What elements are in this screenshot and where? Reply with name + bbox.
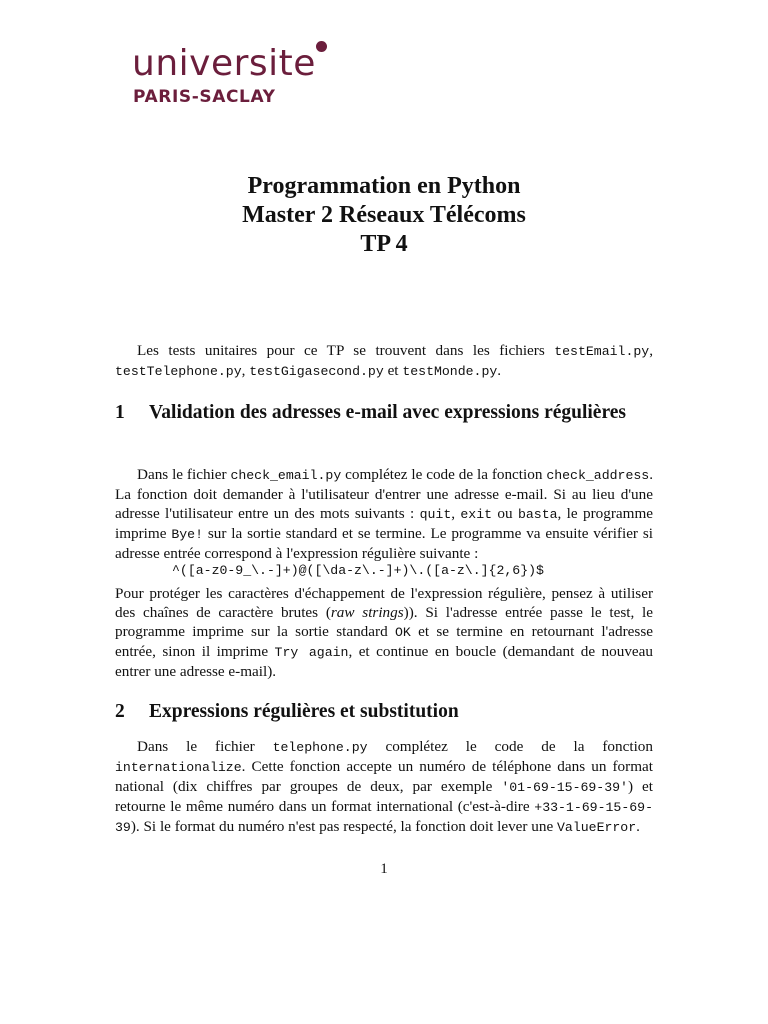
emphasis-text: raw strings — [330, 604, 404, 621]
logo-accent-dot — [316, 41, 327, 52]
regex-expression: ^([a-z0-9_\.-]+)@([\da-z\.-]+)\.([a-z\.]{2,6})$ — [172, 563, 544, 578]
intro-text: et — [383, 362, 403, 379]
logo-subtitle: PARIS-SACLAY — [133, 87, 276, 107]
intro-text: Les tests unitaires pour ce TP se trouvent dans les fichiers — [137, 342, 555, 359]
title-line-2: Master 2 Réseaux Télécoms — [242, 202, 526, 228]
code-text: +33-1-69-15-69-39 — [115, 800, 653, 835]
body-text: Dans le fichier — [137, 738, 273, 755]
page-number: 1 — [380, 861, 388, 877]
section-2-heading — [115, 698, 660, 726]
code-text: exit — [460, 507, 493, 522]
code-text: check_email.py — [230, 468, 342, 483]
body-text: Pour protéger les caractères d'échappement de l'expression régulière, pensez à utiliser des chaînes de caractère brutes ( — [115, 585, 653, 621]
body-text: ) et retourne le même numéro dans un format international (c'est-à-dire — [115, 778, 653, 815]
section-1-heading — [115, 399, 660, 427]
university-logo — [132, 40, 332, 110]
file-name: testGigasecond.py — [249, 364, 384, 379]
body-text: et se termine en retournant l'adresse entrée, sinon il imprime — [115, 623, 653, 660]
code-text: internationalize — [115, 760, 242, 775]
body-text: ou — [492, 505, 518, 522]
body-text: , et continue en boucle (demandant de nouveau entrer une adresse e-mail). — [115, 643, 653, 680]
logo-wordmark: universite — [132, 43, 316, 84]
code-text: ValueError — [557, 820, 637, 835]
intro-text: . — [497, 362, 502, 379]
code-text: basta — [517, 507, 558, 522]
file-name: testTelephone.py — [115, 364, 242, 379]
code-text: Bye! — [171, 527, 203, 542]
section-1-paragraph-2 — [115, 584, 653, 681]
section-2-paragraph-1 — [115, 737, 653, 837]
title-line-3: TP 4 — [360, 231, 408, 257]
body-text: . — [636, 818, 640, 835]
body-text: complétez le code de la fonction — [367, 738, 653, 755]
document-title — [0, 172, 768, 259]
body-text: sur la sortie standard et se termine. Le programme va ensuite vérifier si adresse entrée correspond à l'expression régulière suivante : — [115, 525, 653, 562]
intro-text: , — [241, 362, 250, 379]
title-line-1: Programmation en Python — [247, 173, 521, 199]
code-text: telephone.py — [272, 740, 368, 755]
code-text: check_address — [546, 468, 650, 483]
body-text: , — [451, 505, 461, 522]
code-text: quit — [419, 507, 452, 522]
body-text: )). Si l'adresse entrée passe le test, le programme imprime sur la sortie standard — [115, 604, 654, 640]
file-name: testMonde.py — [402, 364, 498, 379]
body-text: . Cette fonction accepte un numéro de téléphone dans un format national (dix chiffres par groupes de deux, par exemple — [115, 758, 653, 795]
code-text: '01-69-15-69-39' — [501, 780, 628, 795]
intro-text: , — [649, 342, 653, 359]
body-text: , le programme imprime — [115, 505, 654, 542]
code-text: Try again — [274, 645, 349, 660]
section-title: Expressions régulières et substitution — [149, 701, 459, 722]
section-number: 1 — [115, 402, 125, 423]
code-text: OK — [394, 625, 411, 640]
section-title: Validation des adresses e-mail avec expressions régulières — [149, 402, 627, 423]
section-number: 2 — [115, 701, 125, 722]
body-text: ). Si le format du numéro n'est pas respecté, la fonction doit lever une — [130, 818, 557, 835]
section-1-paragraph-1 — [115, 465, 653, 563]
body-text: Dans le fichier — [137, 466, 231, 483]
file-name: testEmail.py — [554, 344, 650, 359]
intro-paragraph — [115, 341, 653, 381]
body-text: . La fonction doit demander à l'utilisateur d'entrer une adresse e-mail. Si au lieu d'une adresse l'utilisateur entre un des mots suivants : — [115, 466, 653, 522]
body-text: complétez le code de la fonction — [341, 466, 547, 483]
